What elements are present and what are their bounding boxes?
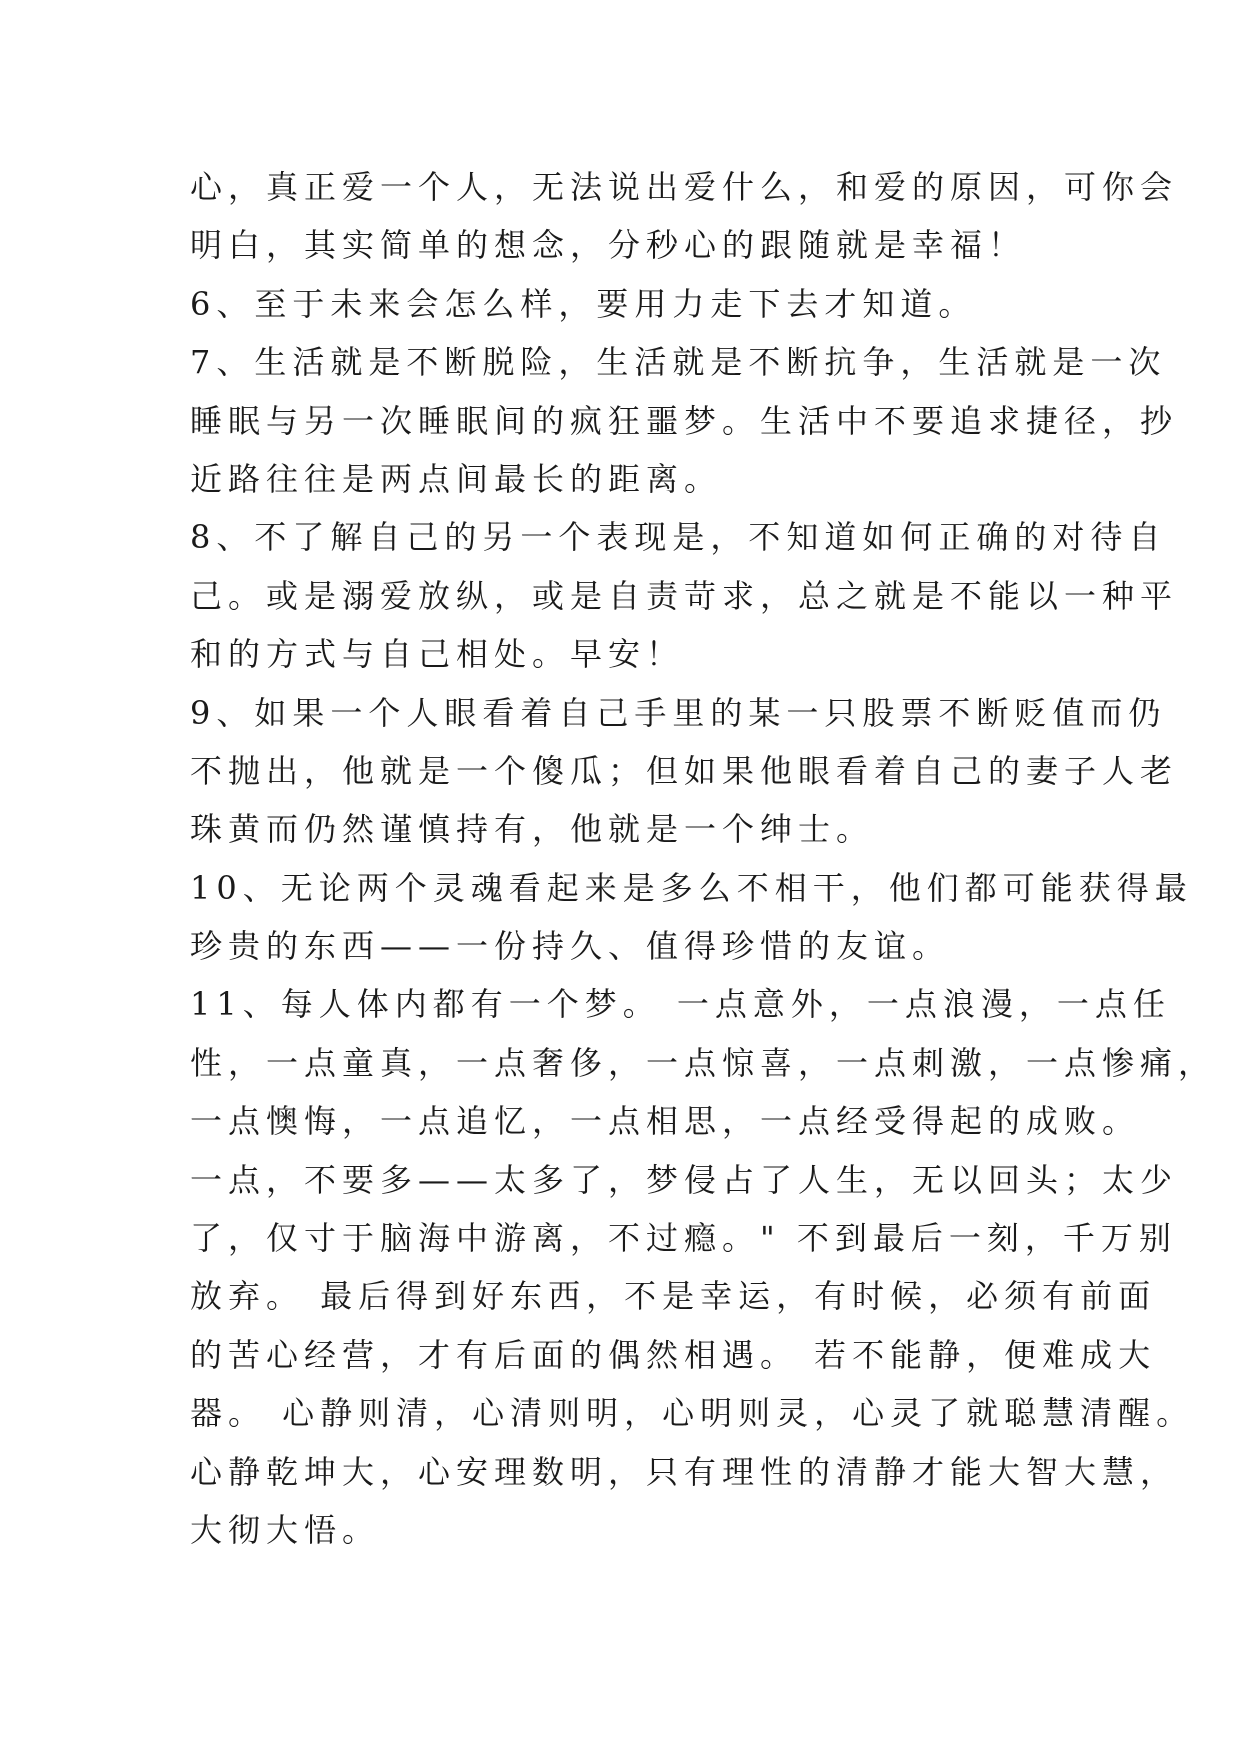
text-line: 不抛出，他就是一个傻瓜；但如果他眼看着自己的妻子人老 — [190, 751, 1179, 790]
text-line: 近路往往是两点间最长的距离。 — [190, 459, 723, 498]
text-line: 大彻大悟。 — [190, 1510, 381, 1549]
text-line: 11、每人体内都有一个梦。 一点意外，一点浪漫，一点任 — [190, 985, 1171, 1024]
text-line: 心，真正爱一个人，无法说出爱什么，和爱的原因，可你会 — [190, 168, 1179, 206]
document-body — [190, 158, 1217, 1559]
text-line: 7、生活就是不断脱险，生活就是不断抗争，生活就是一次 — [190, 343, 1167, 382]
text-line: 心静乾坤大，心安理数明，只有理性的清静才能大智大慧， — [190, 1452, 1179, 1491]
text-line: 一点，不要多——太多了，梦侵占了人生，无以回头；太少 — [190, 1160, 1179, 1199]
text-line: 珠黄而仍然谨慎持有，他就是一个绅士。 — [190, 810, 875, 849]
text-line: 己。或是溺爱放纵，或是自责苛求，总之就是不能以一种平 — [190, 576, 1179, 615]
text-line: 的苦心经营，才有后面的偶然相遇。 若不能静，便难成大 — [190, 1335, 1157, 1374]
text-line: 器。 心静则清，心清则明，心明则灵，心灵了就聪慧清醒。 — [190, 1394, 1195, 1433]
text-line: 10、无论两个灵魂看起来是多么不相干，他们都可能获得最 — [190, 868, 1193, 907]
text-line: 了，仅寸于脑海中游离，不过瘾。" 不到最后一刻，千万别 — [190, 1219, 1177, 1258]
text-line: 8、不了解自己的另一个表现是，不知道如何正确的对待自 — [190, 518, 1167, 557]
text-line: 睡眠与另一次睡眠间的疯狂噩梦。生活中不要追求捷径，抄 — [190, 401, 1179, 440]
text-line: 和的方式与自己相处。早安！ — [190, 635, 685, 674]
text-line: 性，一点童真，一点奢侈，一点惊喜，一点刺激，一点惨痛， — [190, 1043, 1217, 1082]
text-line: 明白，其实简单的想念，分秒心的跟随就是幸福！ — [190, 226, 1027, 265]
text-line: 放弃。 最后得到好东西，不是幸运，有时候，必须有前面 — [190, 1277, 1157, 1316]
text-line: 6、至于未来会怎么样，要用力走下去才知道。 — [190, 284, 977, 323]
text-line: 珍贵的东西——一份持久、值得珍惜的友谊。 — [190, 927, 951, 966]
text-line: 一点懊悔，一点追忆，一点相思，一点经受得起的成败。 — [190, 1102, 1141, 1141]
text-line: 9、如果一个人眼看着自己手里的某一只股票不断贬值而仍 — [190, 693, 1167, 732]
